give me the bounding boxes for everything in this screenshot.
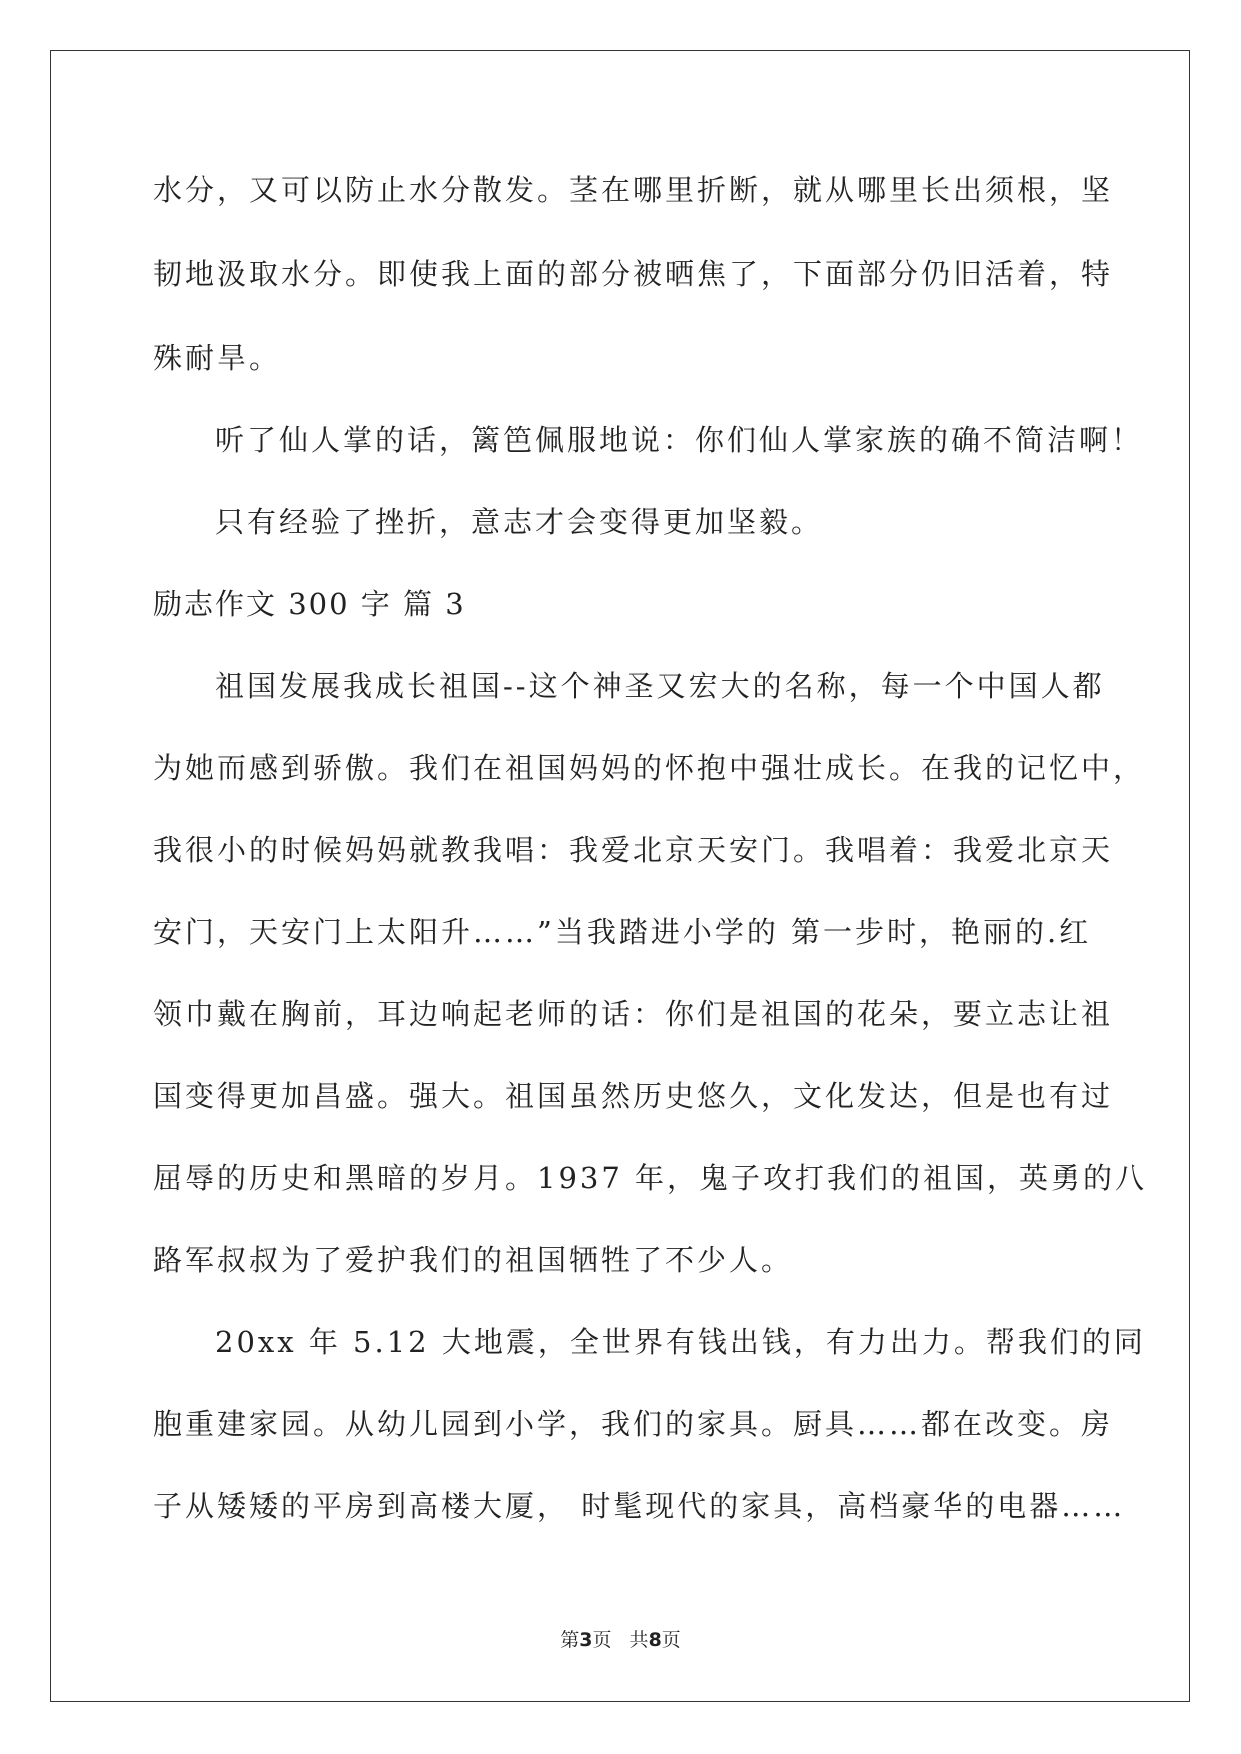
section-heading: 励志作文 300 字 篇 3 [153,587,466,621]
page-border [50,50,1190,1702]
page-footer [0,1625,1241,1652]
footer-suffix: 页 [661,1629,681,1651]
text-line: 为她而感到骄傲。我们在祖国妈妈的怀抱中强壮成长。在我的记忆中， [153,751,1146,785]
text-line: 子从矮矮的平房到高楼大厦， 时髦现代的家具，高档豪华的电器…… [153,1489,1126,1523]
text-line: 水分，又可以防止水分散发。茎在哪里折断，就从哪里长出须根，坚 [153,173,1114,207]
text-line: 我很小的时候妈妈就教我唱：我爱北京天安门。我唱着：我爱北京天 [153,833,1114,867]
text-line: 领巾戴在胸前，耳边响起老师的话：你们是祖国的花朵，要立志让祖 [153,997,1114,1031]
text-line: 殊耐旱。 [153,341,282,375]
page-current: 3 [579,1629,593,1651]
text-line: 只有经验了挫折，意志才会变得更加坚毅。 [215,505,824,539]
page-total: 8 [648,1629,662,1651]
text-line: 听了仙人掌的话，篱笆佩服地说：你们仙人掌家族的确不简洁啊！ [215,423,1144,457]
text-line: 国变得更加昌盛。强大。祖国虽然历史悠久，文化发达，但是也有过 [153,1079,1114,1113]
text-line: 安门，天安门上太阳升……”当我踏进小学的 第一步时，艳丽的.红 [153,915,1092,949]
text-line: 韧地汲取水分。即使我上面的部分被晒焦了，下面部分仍旧活着，特 [153,257,1114,291]
text-line: 胞重建家园。从幼儿园到小学，我们的家具。厨具……都在改变。房 [153,1407,1114,1441]
text-line: 屈辱的历史和黑暗的岁月。1937 年，鬼子攻打我们的祖国，英勇的八 [153,1161,1148,1195]
text-line: 祖国发展我成长祖国--这个神圣又宏大的名称，每一个中国人都 [215,669,1105,703]
footer-prefix: 第 [560,1629,580,1651]
footer-mid: 页 共 [592,1629,649,1651]
text-line: 路军叔叔为了爱护我们的祖国牺牲了不少人。 [153,1243,794,1277]
text-line: 20xx 年 5.12 大地震，全世界有钱出钱，有力出力。帮我们的同 [215,1325,1146,1359]
